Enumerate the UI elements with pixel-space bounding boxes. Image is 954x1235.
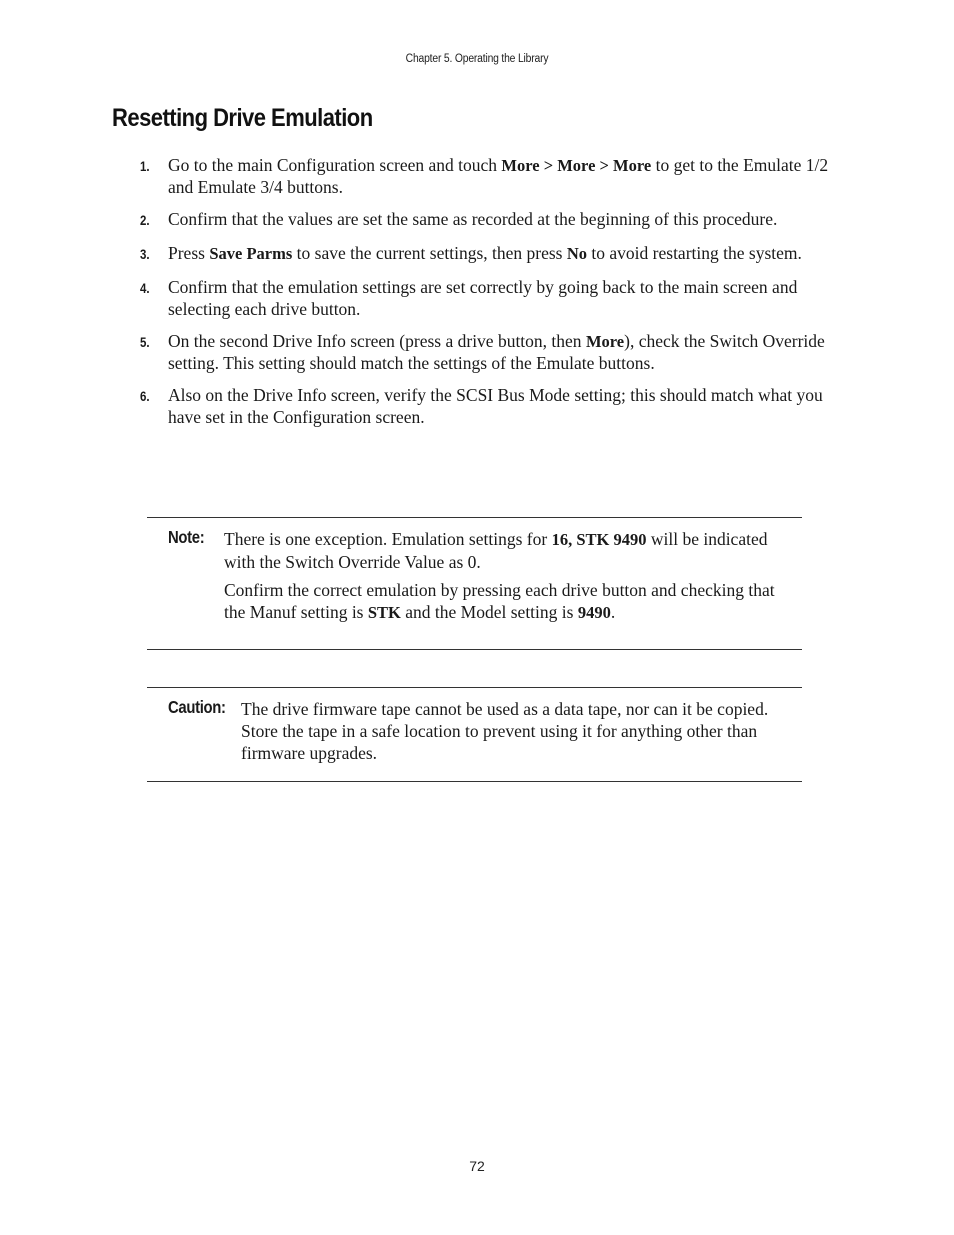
note-paragraph [224,579,789,624]
note-text-segment: There is one exception. Emulation settings for [224,529,552,549]
step-text-segment: to save the current settings, then press [292,243,567,263]
step-number: 3. [140,247,150,262]
step-text-segment: Also on the Drive Info screen, verify the SCSI Bus Mode setting; this should match what you have set in the Configuration screen. [168,385,823,427]
step-text [168,385,840,428]
step-item [140,209,840,232]
step-item [140,331,840,374]
note-text-segment: Confirm the correct emulation by pressing each drive button and checking that the Manuf setting is [224,580,775,622]
step-text-segment: Go to the main Configuration screen and touch [168,155,502,175]
step-number: 2. [140,213,150,228]
ui-term: More [585,332,625,351]
step-text-segment: Confirm that the emulation settings are set correctly by going back to the main screen and selecting each drive button. [168,277,798,319]
procedure-steps [140,155,840,439]
step-number: 4. [140,281,150,296]
running-header: Chapter 5. Operating the Library [405,53,549,65]
note-text-segment: will be indicated with the Switch Override Value as 0. [224,529,768,572]
note-label: Note: [168,527,205,547]
step-item [140,243,840,266]
caution-label: Caution: [168,697,226,717]
step-text [168,331,840,374]
ui-term: Save Parms [209,244,293,263]
step-number: 1. [140,159,150,174]
caution-paragraph: The drive firmware tape cannot be used as a data tape, nor can it be copied. Store the tape in a safe location to prevent using it for anything other than firmware upgrades. [241,699,769,763]
note-callout [147,517,802,650]
note-body [224,528,789,630]
ui-term: 16, STK 9490 [551,530,647,549]
caution-body [241,698,789,770]
step-text-segment: On the second Drive Info screen (press a drive button, then [168,331,586,351]
step-text-segment: Confirm that the values are set the same as recorded at the beginning of this procedure. [168,209,778,229]
step-number: 5. [140,335,150,350]
caution-callout [147,687,802,782]
section-title: Resetting Drive Emulation [112,104,373,132]
step-text [168,155,840,198]
ui-term: More > More > More [501,156,652,175]
ui-term: STK [367,603,401,622]
step-item [140,155,840,198]
step-text-segment: to get to the Emulate 1/2 and Emulate 3/4 buttons. [168,155,829,197]
note-text-segment: . [610,602,616,622]
step-text-segment: to avoid restarting the system. [587,243,802,263]
step-item [140,277,840,320]
step-text-segment: ), check the Switch Override setting. This setting should match the settings of the Emulate buttons. [168,331,825,373]
ui-term: 9490 [577,603,611,622]
step-text [168,209,840,231]
step-text [168,243,840,265]
step-item [140,385,840,428]
note-paragraph [224,528,789,573]
note-text-segment: and the Model setting is [400,602,578,622]
step-text [168,277,840,320]
ui-term: No [566,244,588,263]
page-number: 72 [469,1158,485,1174]
step-number: 6. [140,389,150,404]
step-text-segment: Press [168,243,210,263]
